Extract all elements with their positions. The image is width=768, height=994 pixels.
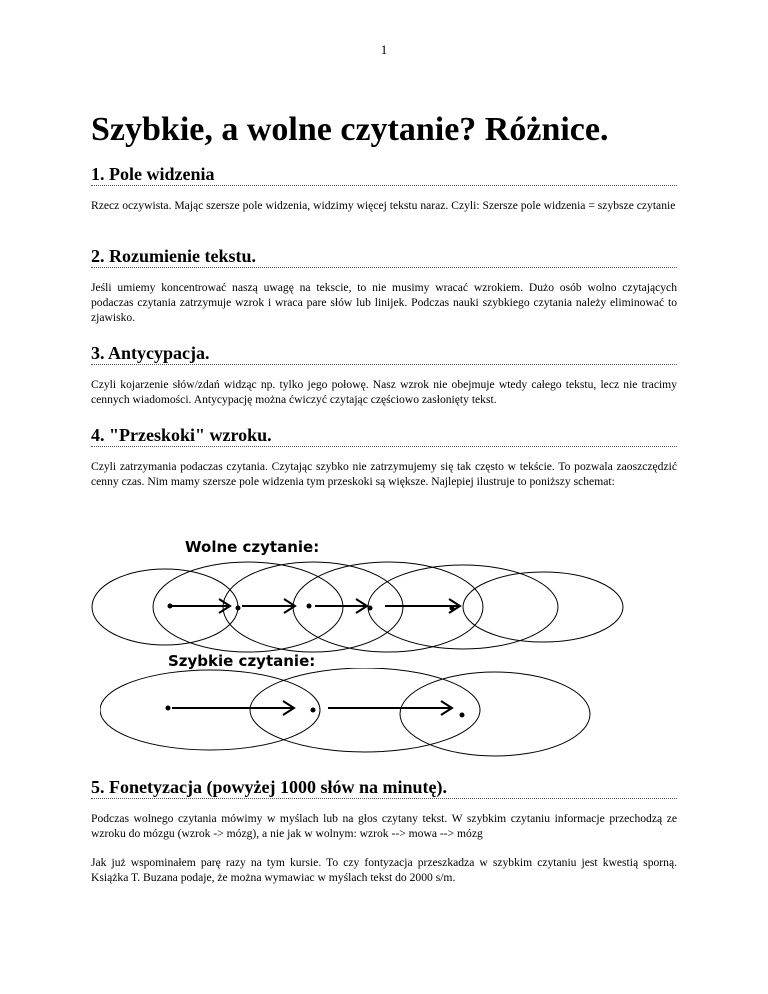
section-heading: 5. Fonetyzacja (powyżej 1000 słów na minutę). <box>91 777 677 799</box>
section-2 <box>91 246 677 325</box>
section-paragraph: Podczas wolnego czytania mówimy w myślach lub na głos czytany tekst. W szybkim czytaniu informacje przechodzą ze wzroku do mózgu (wzrok -> mózg), a nie jak w wolnym: wzrok --> mowa --> mózg <box>91 812 677 840</box>
section-paragraph: Jak już wspominałem parę razy na tym kursie. To czy fontyzacja przeszkadza w szybkim czytaniu jest kwestią sporną. Książka T. Buzana podaje, że można wymawiac w myślach tekst do 2000 s/m. <box>91 856 677 884</box>
fast-reading-diagram <box>100 668 600 763</box>
section-4 <box>91 425 677 489</box>
section-paragraph: Czyli kojarzenie słów/zdań widząc np. tylko jego połowę. Nasz wzrok nie obejmuje wtedy całego tekstu, lecz nie tracimy cennych wiadomości. Antycypację można ćwiczyć czytając częściowo zasłonięty tekst. <box>91 378 677 406</box>
section-heading: 2. Rozumienie tekstu. <box>91 246 677 268</box>
page-number: 1 <box>380 42 388 57</box>
vision-field-ellipse <box>400 672 590 756</box>
fast-reading-label: Szybkie czytanie: <box>168 652 316 670</box>
section-heading: 4. "Przeskoki" wzroku. <box>91 425 677 447</box>
slow-reading-label: Wolne czytanie: <box>185 538 320 556</box>
slow-reading-diagram <box>88 560 628 660</box>
vision-field-ellipse <box>100 670 320 750</box>
section-paragraph: Czyli zatrzymania podaczas czytania. Czytając szybko nie zatrzymujemy się tak często w tekście. To pozwala zaoszczędzić cenny czas. Nim mamy szersze pole widzenia tym przeskoki są większe. Najlepiej ilustruje to poniższy schemat: <box>91 460 677 488</box>
section-heading: 1. Pole widzenia <box>91 164 677 186</box>
section-1 <box>91 164 677 213</box>
section-paragraph: Jeśli umiemy koncentrować naszą uwagę na tekscie, to nie musimy wracać wzrokiem. Dużo osób wolno czytających podaczas czytania zatrzymuje wzrok i wraca pare słów lub linijek. Podczas nauki szybkiego czytania należy eliminować to zjawisko. <box>91 281 677 324</box>
section-5 <box>91 777 677 885</box>
section-heading: 3. Antycypacja. <box>91 343 677 365</box>
vision-field-ellipse <box>463 572 623 642</box>
page-title: Szybkie, a wolne czytanie? Różnice. <box>91 111 609 148</box>
section-3 <box>91 343 677 407</box>
section-paragraph: Rzecz oczywista. Mając szersze pole widzenia, widzimy więcej tekstu naraz. Czyli: Szersze pole widzenia = szybsze czytanie <box>91 199 676 212</box>
